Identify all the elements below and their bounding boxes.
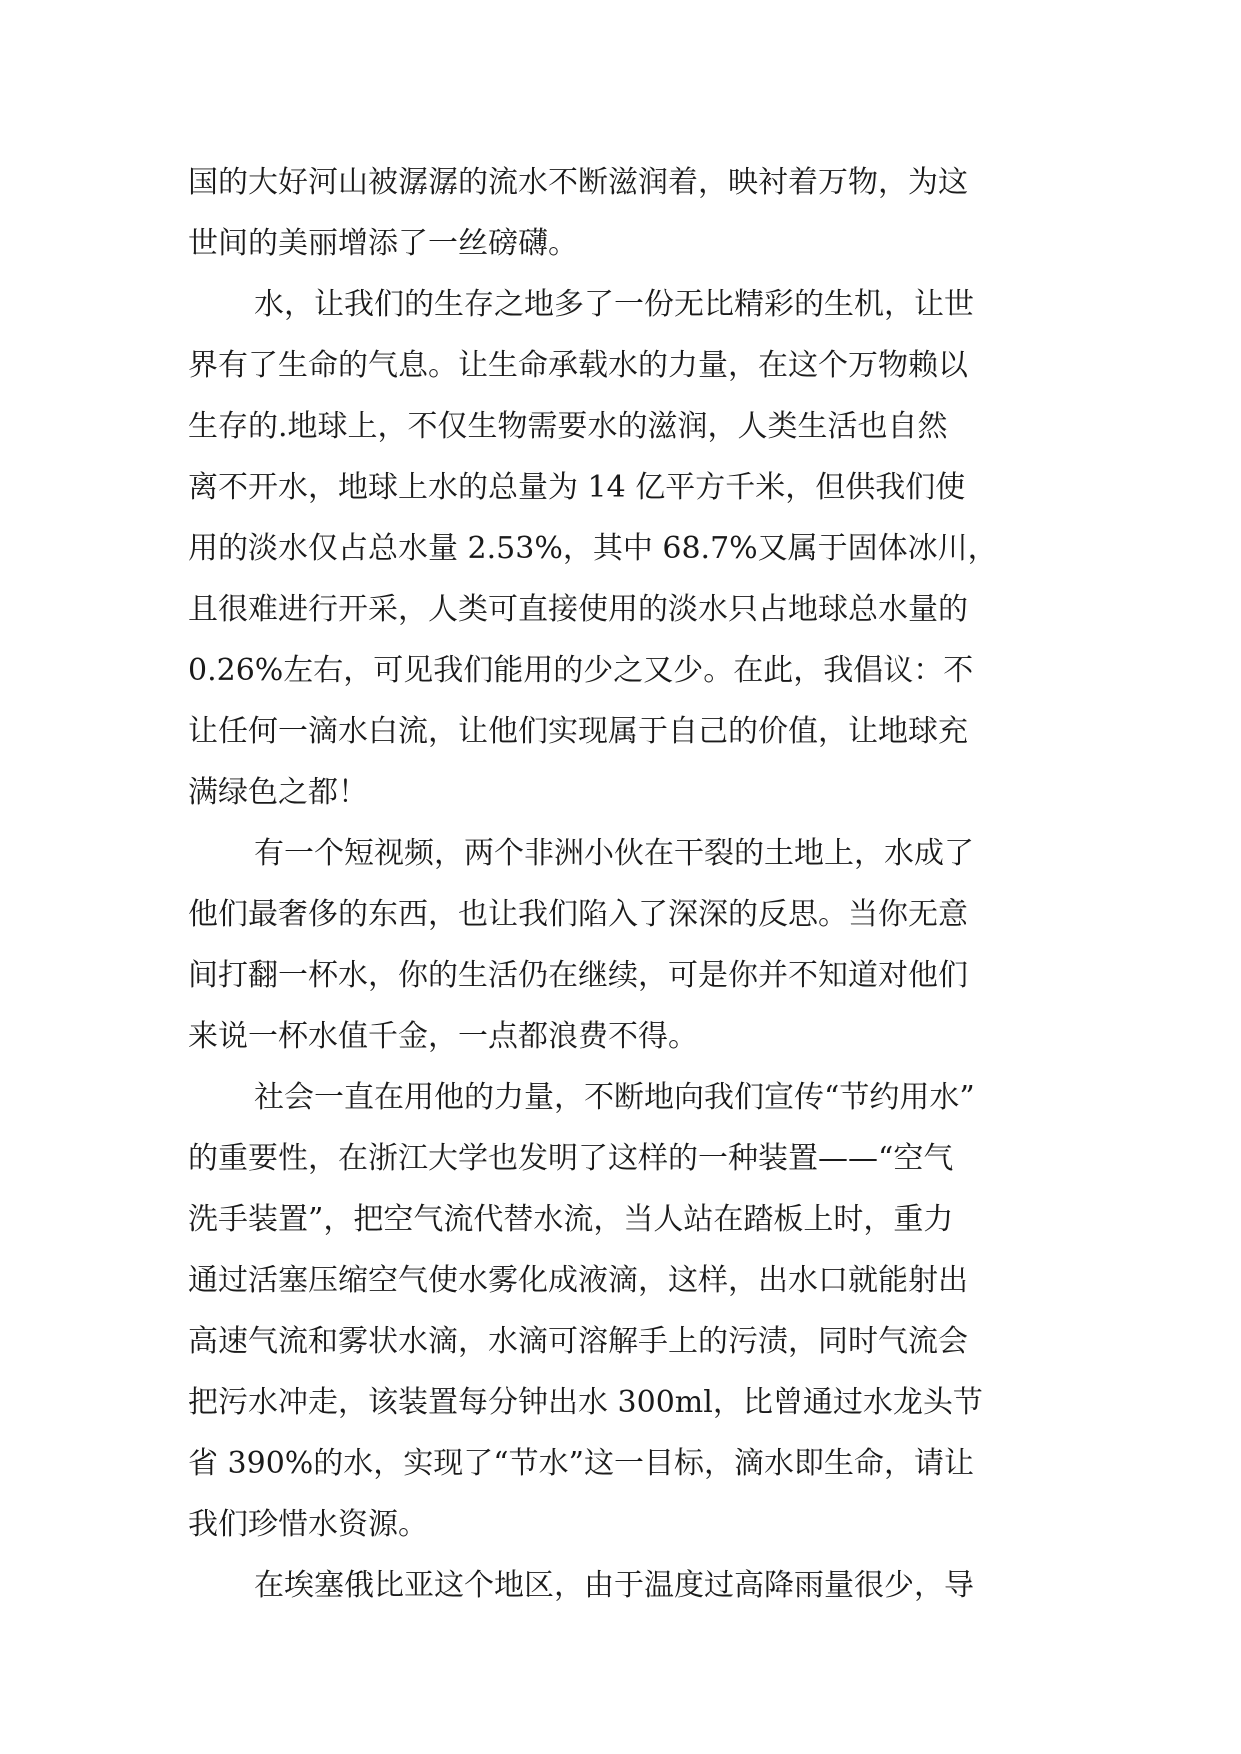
text-line: 有一个短视频，两个非洲小伙在干裂的土地上，水成了 [254,836,974,871]
paragraph-1 [188,152,1054,274]
text-line: 离不开水，地球上水的总量为 14 亿平方千米，但供我们使 [188,470,966,505]
text-line: 满绿色之都！ [188,775,368,810]
text-line: 他们最奢侈的东西，也让我们陷入了深深的反思。当你无意 [188,897,968,932]
text-line: 把污水冲走，该装置每分钟出水 300ml，比曾通过水龙头节 [188,1385,983,1420]
text-line: 高速气流和雾状水滴，水滴可溶解手上的污渍，同时气流会 [188,1324,968,1359]
text-line: 用的淡水仅占总水量 2.53%，其中 68.7%又属于固体冰川， [188,531,998,566]
text-line: 间打翻一杯水，你的生活仍在继续，可是你并不知道对他们 [188,958,968,993]
text-line: 界有了生命的气息。让生命承载水的力量，在这个万物赖以 [188,348,968,383]
text-line: 生存的.地球上，不仅生物需要水的滋润，人类生活也自然 [188,409,948,444]
text-line: 我们珍惜水资源。 [188,1507,428,1542]
text-line: 0.26%左右，可见我们能用的少之又少。在此，我倡议：不 [188,653,974,688]
paragraph-3 [188,823,1054,1067]
text-line: 且很难进行开采，人类可直接使用的淡水只占地球总水量的 [188,592,968,627]
text-line: 国的大好河山被潺潺的流水不断滋润着，映衬着万物，为这 [188,165,968,200]
text-line: 洗手装置”，把空气流代替水流，当人站在踏板上时，重力 [188,1202,954,1237]
text-line: 在埃塞俄比亚这个地区，由于温度过高降雨量很少，导 [254,1568,974,1603]
text-line: 水，让我们的生存之地多了一份无比精彩的生机，让世 [254,287,974,322]
text-line: 省 390%的水，实现了“节水”这一目标，滴水即生命，请让 [188,1446,974,1481]
text-line: 让任何一滴水白流，让他们实现属于自己的价值，让地球充 [188,714,968,749]
paragraph-2 [188,274,1054,823]
text-line: 的重要性，在浙江大学也发明了这样的一种装置——“空气 [188,1141,954,1176]
text-line: 来说一杯水值千金，一点都浪费不得。 [188,1019,698,1054]
paragraph-5 [188,1555,1054,1616]
text-line: 社会一直在用他的力量，不断地向我们宣传“节约用水” [254,1080,975,1115]
document-page [188,152,1054,1616]
paragraph-4 [188,1067,1054,1555]
text-line: 世间的美丽增添了一丝磅礴。 [188,226,578,261]
text-line: 通过活塞压缩空气使水雾化成液滴，这样，出水口就能射出 [188,1263,968,1298]
